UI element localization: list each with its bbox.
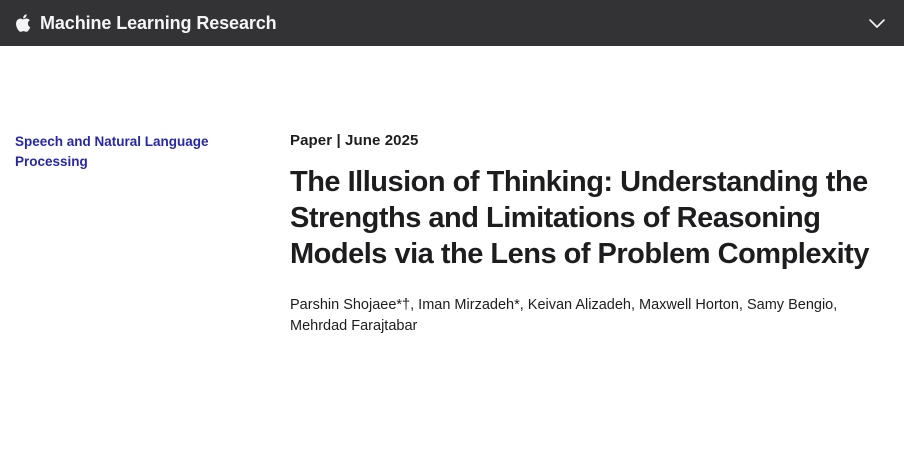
- chevron-down-icon[interactable]: [866, 12, 888, 34]
- page-title: The Illusion of Thinking: Understanding the Strengths and Limitations of Reasoning Models via the Lens of Problem Complexity: [290, 166, 869, 270]
- sidebar: [0, 132, 290, 338]
- paper-main-column: [290, 132, 904, 338]
- top-navigation-bar: [0, 0, 904, 46]
- paper-authors: Parshin Shojaee*†, Iman Mirzadeh*, Keivan Alizadeh, Maxwell Horton, Samy Bengio, Mehrdad Farajtabar: [290, 296, 838, 335]
- page-content: [0, 46, 904, 338]
- nav-title: Machine Learning Research: [40, 12, 277, 33]
- apple-logo-icon: [14, 13, 31, 33]
- paper-meta: Paper | June 2025: [290, 132, 419, 149]
- sidebar-topic-link[interactable]: Speech and Natural Language Processing: [15, 134, 209, 169]
- nav-brand-group[interactable]: [14, 13, 277, 34]
